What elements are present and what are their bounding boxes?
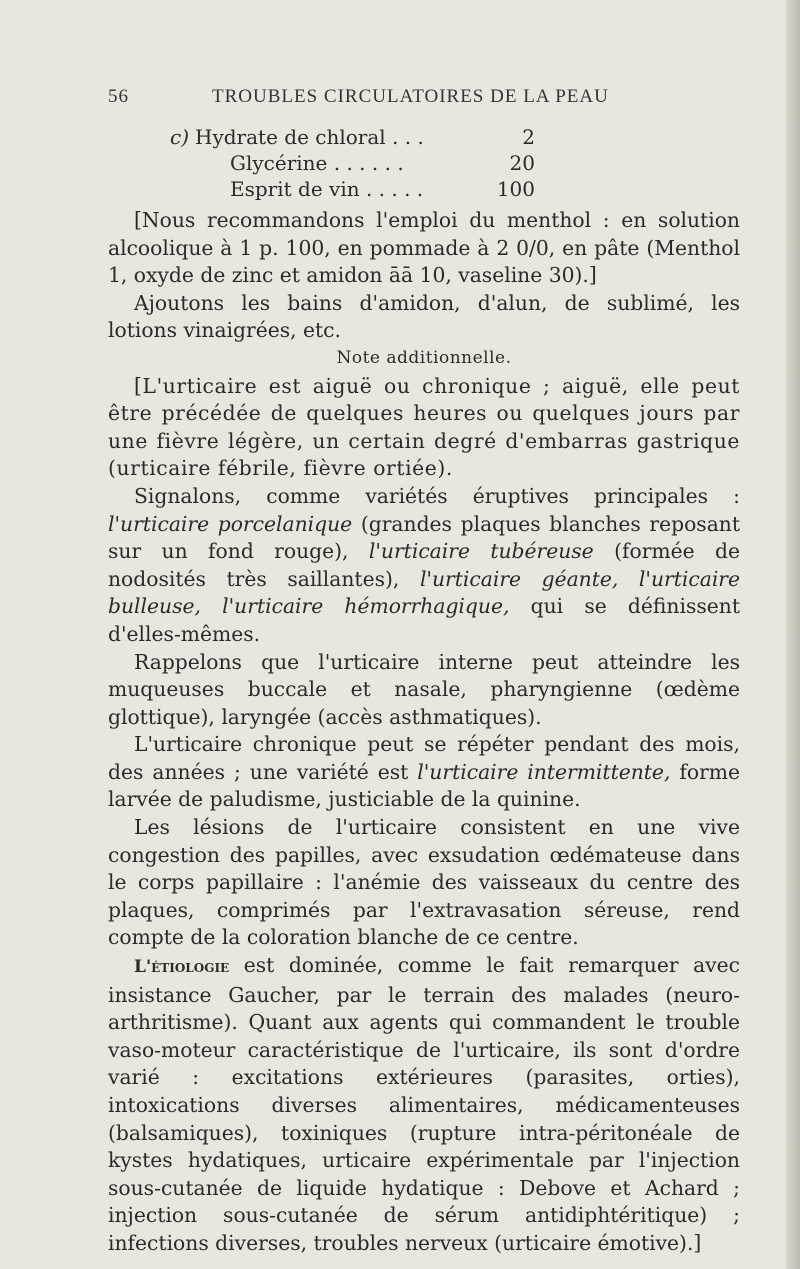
- recipe-value: 2: [522, 125, 535, 149]
- paragraph-urticaire-aigue: [L'urticaire est aiguë ou chronique ; aiguë, elle peut être précédée de quelques heures ou quelques jours par une fièvre légère, un certain degré d'embarras gastrique (urticaire fébrile, fièvre ortiée).: [108, 373, 740, 481]
- recipe-value: 20: [509, 151, 535, 175]
- page-number: 56: [108, 86, 129, 107]
- paragraph-bains: Ajoutons les bains d'amidon, d'alun, de sublimé, les lotions vinaigrées, etc.: [108, 290, 740, 343]
- recipe-list: [170, 124, 535, 202]
- recipe-label: Esprit de vin . . . . .: [230, 177, 424, 201]
- recipe-row: [170, 124, 535, 150]
- recipe-label: Glycérine . . . . . .: [230, 151, 404, 175]
- page-edge: [786, 0, 800, 1269]
- paragraph-urticaire-chronique: L'urticaire chronique peut se répéter pendant des mois, des années ; une variété est l'urticaire intermittente, forme larvée de paludisme, justiciable de la quinine.: [108, 732, 741, 812]
- paragraph-urticaire-interne: Rappelons que l'urticaire interne peut atteindre les muqueuses buccale et nasale, pharyngienne (œdème glottique), laryngée (accès asthmatiques).: [108, 649, 740, 729]
- paragraph-varietes: Signalons, comme variétés éruptives principales : l'urticaire porcelanique (grandes plaques blanches reposant sur un fond rouge), l'urticaire tubéreuse (formée de nodosités très saillantes), l'urticaire géante, l'urticaire bulleuse, l'urticaire hémorrhagique, qui se définissent d'elles-mêmes.: [108, 483, 741, 646]
- paragraph-menthol: [Nous recommandons l'emploi du menthol : en solution alcoolique à 1 p. 100, en pommade à 2 0/0, en pâte (Menthol 1, oxyde de zinc et amidon āā 10, vaseline 30).]: [108, 208, 740, 288]
- etiologie-lead: L'étiologie: [134, 957, 230, 978]
- recipe-value: 100: [496, 177, 535, 201]
- paragraph-lesions: Les lésions de l'urticaire consistent en une vive congestion des papilles, avec exsudation œdémateuse dans le corps papillaire : l'anémie des vaisseaux du centre des plaques, comprimés par l'extravasation séreuse, rend compte de la coloration blanche de ce centre.: [108, 815, 740, 950]
- paragraph-etiologie: L'étiologie est dominée, comme le fait remarquer avec insistance Gaucher, par le terrain des malades (neuro-arthritisme). Quant aux agents qui commandent le trouble vaso-moteur caractéristique de l'urticaire, ils sont d'ordre varié : excitations extérieures (parasites, orties), intoxications diverses alimentaires, médicamenteuses (balsamiques), toxiniques (rupture intra-péritonéale de kystes hydatiques, urticaire expérimentale par l'injection sous-cutanée de liquide hydatique : Debove et Achard ; injection sous-cutanée de sérum antidiphtéritique) ; infections diverses, troubles nerveux (urticaire émotive).]: [108, 953, 740, 1255]
- body-text: [108, 207, 740, 1258]
- running-title: TROUBLES CIRCULATOIRES DE LA PEAU: [212, 86, 609, 107]
- recipe-marker: c): [170, 125, 190, 149]
- note-title: Note additionnelle.: [336, 347, 512, 368]
- recipe-label: Hydrate de chloral . . .: [195, 125, 424, 149]
